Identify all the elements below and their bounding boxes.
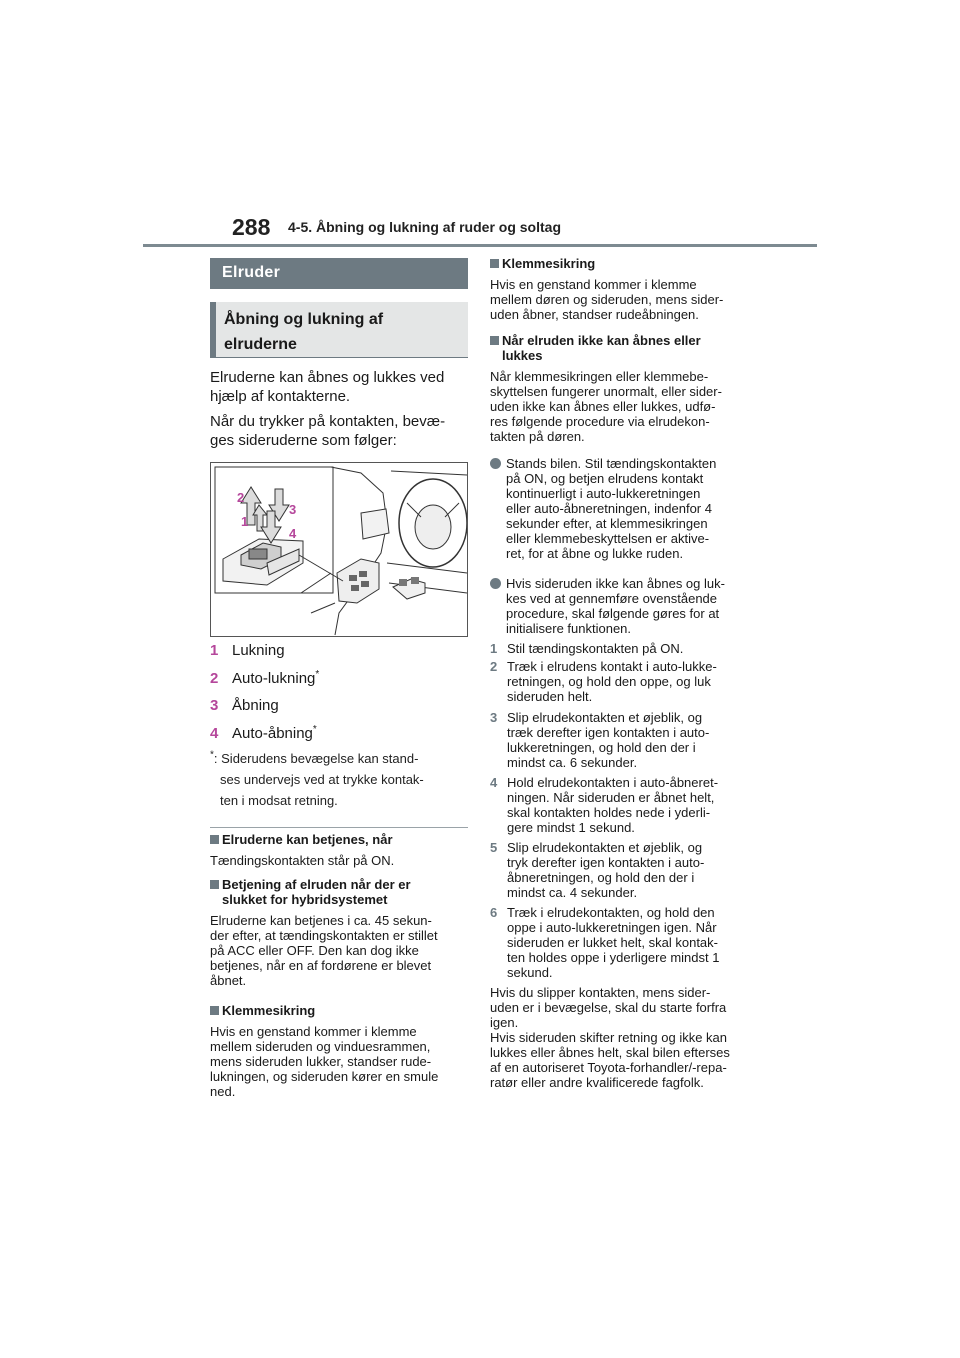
item-number: 1 <box>210 642 219 659</box>
section-heading: Betjening af elruden når der er <box>210 877 468 892</box>
step-number: 5 <box>490 840 498 855</box>
step-text: Slip elrudekontakten et øjeblik, og <box>507 840 703 855</box>
section-text: mellem sideruden og vinduesrammen, <box>210 1039 431 1054</box>
step-text: Træk i elrudekontakten, og hold den <box>507 905 715 920</box>
figure-label-4: 4 <box>289 526 297 541</box>
bullet-text: kes ved at gennemføre ovenstående <box>506 591 718 606</box>
bullet-text: eller klemmebeskyttelsen er aktive- <box>506 531 710 546</box>
bullet-item <box>490 576 758 636</box>
step-text: Hold elrudekontakten i auto-åbneret- <box>507 775 719 790</box>
section-hybrid-off <box>210 877 468 988</box>
step-text: sideruden er lukket helt, skal kontak- <box>507 935 718 950</box>
step-number: 6 <box>490 905 498 920</box>
step-text: skal kontakten holdes nede i yderli- <box>507 805 711 820</box>
bullet-text: Stands bilen. Stil tændingskontakten <box>506 456 717 471</box>
section-text: på ACC eller OFF. Den kan dog ikke <box>210 943 419 958</box>
section-jam-protection-opening <box>490 256 758 322</box>
item-label: Auto-lukning <box>232 670 316 687</box>
closing-text: lukkes eller åbnes helt, skal bilen efterses <box>490 1045 730 1060</box>
bullet-text: Hvis sideruden ikke kan åbnes og luk- <box>506 576 725 591</box>
intro-paragraph-2 <box>210 412 468 450</box>
page-number: 288 <box>232 214 271 240</box>
item-star: * <box>312 724 317 735</box>
section-text: Hvis en genstand kommer i klemme <box>490 277 697 292</box>
closing-text: af en autoriseret Toyota-forhandler/-repa- <box>490 1060 727 1075</box>
step-item <box>490 905 758 980</box>
step-text: retningen, og hold den oppe, og luk <box>507 674 711 689</box>
section-text: åbnet. <box>210 973 247 988</box>
section-jam-protection-closing <box>210 1003 468 1099</box>
step-text: ten holdes oppe i yderligere mindst 1 <box>507 950 720 965</box>
section-text: lukningen, og sideruden kører en smule <box>210 1069 439 1084</box>
intro-paragraph-1 <box>210 368 468 406</box>
section-text: der efter, at tændingskontakten er stillet <box>210 928 438 943</box>
section-text: Hvis en genstand kommer i klemme <box>210 1024 417 1039</box>
section-heading-cont: lukkes <box>502 348 543 363</box>
section-text: Elruderne kan betjenes i ca. 45 sekun- <box>210 913 432 928</box>
list-item <box>210 669 468 688</box>
item-label: Auto-åbning <box>232 725 313 742</box>
bullet-text: ret, for at åbne og lukke ruden. <box>506 546 684 561</box>
step-text: åbneretningen, og hold den der i <box>507 870 695 885</box>
bullet-text: procedure, skal følgende gøres for at <box>506 606 720 621</box>
section-heading-cont: slukket for hybridsystemet <box>222 892 388 907</box>
footnote-mark: * <box>210 749 214 761</box>
step-item <box>490 710 758 770</box>
step-text: sekund. <box>507 965 553 980</box>
step-number: 3 <box>490 710 498 725</box>
footnote-line: ten i modsat retning. <box>220 793 338 808</box>
figure-label-2: 2 <box>237 490 245 505</box>
step-text: tryk derefter igen kontakten i auto- <box>507 855 705 870</box>
step-text: træk derefter igen kontakten i auto- <box>507 725 710 740</box>
step-text: Slip elrudekontakten et øjeblik, og <box>507 710 703 725</box>
section-operable-when <box>210 832 468 868</box>
intro-2-line2: ges sideruderne som følger: <box>210 432 397 449</box>
subsection-title-line2: elruderne <box>224 336 297 353</box>
bullet-text: initialisere funktionen. <box>506 621 632 636</box>
section-text: uden åbner, standser rudeåbningen. <box>490 307 699 322</box>
intro-1-line1: Elruderne kan åbnes og lukkes ved <box>210 369 445 386</box>
step-text: Træk i elrudens kontakt i auto-lukke- <box>507 659 717 674</box>
section-title-bar: Elruder <box>210 258 468 289</box>
item-label: Lukning <box>232 642 285 659</box>
section-heading: Klemmesikring <box>210 1003 468 1018</box>
figure-label-3: 3 <box>289 502 297 517</box>
step-number: 1 <box>490 641 498 656</box>
closing-text: Hvis du slipper kontakten, mens sider- <box>490 985 711 1000</box>
step-text: gere mindst 1 sekund. <box>507 820 635 835</box>
subsection-title-line1: Åbning og lukning af <box>224 311 384 328</box>
step-text: lukkeretningen, og hold den der i <box>507 740 696 755</box>
step-item <box>490 659 758 704</box>
bullet-text: eller auto-åbneretningen, indenfor 4 <box>506 501 712 516</box>
closing-text: igen. <box>490 1015 519 1030</box>
step-text: oppe i auto-lukkeretningen igen. Når <box>507 920 717 935</box>
list-item <box>210 696 468 715</box>
figure-label-1: 1 <box>241 514 249 529</box>
step-text: ningen. Når sideruden er åbnet helt, <box>507 790 715 805</box>
bullet-text: kontinuerligt i auto-lukkeretningen <box>506 486 701 501</box>
subsection-title-bar <box>210 302 468 358</box>
closing-text: ratør eller andre kvalificerede fagfolk. <box>490 1075 704 1090</box>
list-item <box>210 641 468 660</box>
section-heading: Klemmesikring <box>490 256 758 271</box>
section-text: mellem døren og sideruden, mens sider- <box>490 292 724 307</box>
running-header: 4-5. Åbning og lukning af ruder og soltag <box>288 219 561 235</box>
section-heading: Elruderne kan betjenes, når <box>210 832 468 847</box>
step-text: mindst ca. 4 sekunder. <box>507 885 638 900</box>
step-number: 4 <box>490 775 498 790</box>
step-item <box>490 840 758 900</box>
section-text: takten på døren. <box>490 429 585 444</box>
step-item <box>490 775 758 835</box>
section-text: res følgende procedure via elrudekon- <box>490 414 710 429</box>
door-panel-drawing <box>211 463 467 636</box>
closing-text: Hvis sideruden skifter retning og ikke kan <box>490 1030 728 1045</box>
section-text: skyttelsen fungerer unormalt, eller sider- <box>490 384 722 399</box>
item-star: * <box>315 669 320 680</box>
bullet-text: på ON, og betjen elrudens kontakt <box>506 471 704 486</box>
footnote-line: ses undervejs ved at trykke kontak- <box>220 772 424 787</box>
step-text: mindst ca. 6 sekunder. <box>507 755 638 770</box>
item-label: Åbning <box>232 697 279 714</box>
bullet-item <box>490 456 758 561</box>
step-number: 2 <box>490 659 498 674</box>
section-heading: Når elruden ikke kan åbnes eller <box>490 333 758 348</box>
footnote <box>210 748 468 811</box>
section-text: uden ikke kan åbnes eller lukkes, udfø- <box>490 399 716 414</box>
step-text: Stil tændingskontakten på ON. <box>507 641 684 656</box>
section-text: Når klemmesikringen eller klemmebe- <box>490 369 709 384</box>
item-number: 2 <box>210 670 219 687</box>
item-number: 3 <box>210 697 219 714</box>
list-item <box>210 724 468 743</box>
section-text: mens sideruden lukker, standser rude- <box>210 1054 432 1069</box>
step-item <box>490 641 758 656</box>
header-rule <box>143 244 817 247</box>
intro-1-line2: hjælp af kontakterne. <box>210 388 351 405</box>
closing-paragraph <box>490 985 758 1090</box>
section-text: betjenes, når en af fordørene er blevet <box>210 958 432 973</box>
footnote-line: : Siderudens bevægelse kan stand- <box>213 751 419 766</box>
section-text: ned. <box>210 1084 236 1099</box>
divider <box>210 827 468 828</box>
intro-2-line1: Når du trykker på kontakten, bevæ- <box>210 413 446 430</box>
closing-text: uden er i bevægelse, skal du starte forfra <box>490 1000 727 1015</box>
section-cannot-open-close <box>490 333 758 444</box>
section-text: Tændingskontakten står på ON. <box>210 853 395 868</box>
bullet-text: sekunder efter, at klemmesikringen <box>506 516 708 531</box>
step-text: sideruden helt. <box>507 689 593 704</box>
power-window-switch-illustration <box>210 462 468 637</box>
item-number: 4 <box>210 725 219 742</box>
